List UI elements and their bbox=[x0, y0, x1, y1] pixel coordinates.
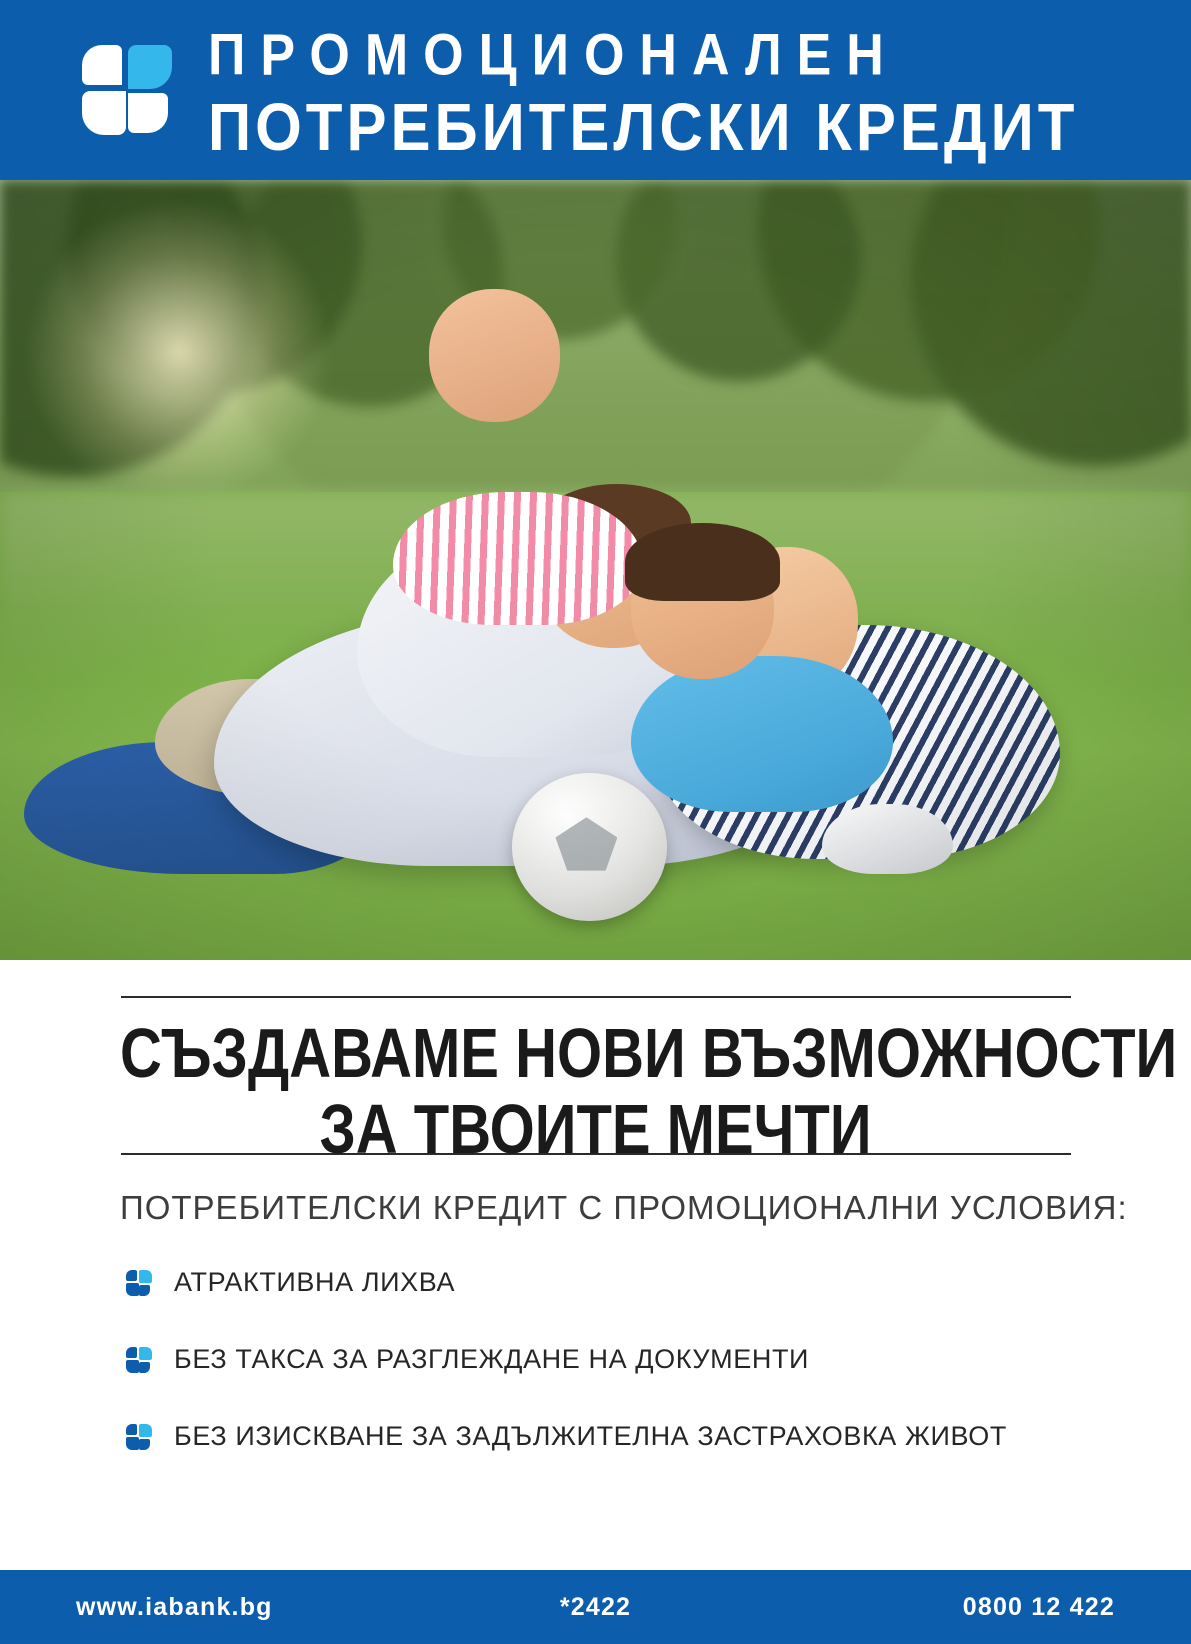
headline-line2: ЗА ТВОИТЕ МЕЧТИ bbox=[319, 1089, 872, 1168]
header-title-line2: ПОТРЕБИТЕЛСКИ КРЕДИТ bbox=[208, 89, 1079, 165]
iabank-logo-icon bbox=[82, 45, 174, 137]
website-link[interactable]: www.iabank.bg bbox=[76, 1592, 273, 1621]
page-title bbox=[120, 998, 1178, 1184]
poster-body bbox=[0, 960, 1191, 1540]
phone-number[interactable]: 0800 12 422 bbox=[962, 1592, 1115, 1621]
header-title-block bbox=[208, 22, 1079, 165]
headline-block bbox=[120, 996, 1178, 1168]
poster-footer bbox=[0, 1570, 1191, 1644]
subheadline: ПОТРЕБИТЕЛСКИ КРЕДИТ С ПРОМОЦИОНАЛНИ УСЛОВИЯ: bbox=[120, 1189, 1128, 1227]
benefit-label: БЕЗ ИЗИСКВАНЕ ЗА ЗАДЪЛЖИТЕЛНА ЗАСТРАХОВКА ЖИВОТ bbox=[174, 1421, 1007, 1452]
iabank-bullet-icon bbox=[126, 1270, 152, 1296]
iabank-bullet-icon bbox=[126, 1347, 152, 1373]
benefit-label: АТРАКТИВНА ЛИХВА bbox=[174, 1267, 456, 1298]
headline-line1: СЪЗДАВАМЕ НОВИ ВЪЗМОЖНОСТИ bbox=[120, 1014, 1178, 1093]
header-title-line1: ПРОМОЦИОНАЛЕН bbox=[208, 22, 899, 88]
iabank-bullet-icon bbox=[126, 1424, 152, 1450]
poster-header bbox=[0, 0, 1191, 180]
hero-vignette bbox=[0, 180, 1191, 960]
benefit-label: БЕЗ ТАКСА ЗА РАЗГЛЕЖДАНЕ НА ДОКУМЕНТИ bbox=[174, 1344, 810, 1375]
hero-photo bbox=[0, 180, 1191, 960]
list-item bbox=[120, 1344, 1071, 1375]
benefits-list bbox=[120, 1267, 1071, 1452]
short-number[interactable]: *2422 bbox=[559, 1592, 632, 1621]
list-item bbox=[120, 1267, 1071, 1298]
list-item bbox=[120, 1421, 1071, 1452]
